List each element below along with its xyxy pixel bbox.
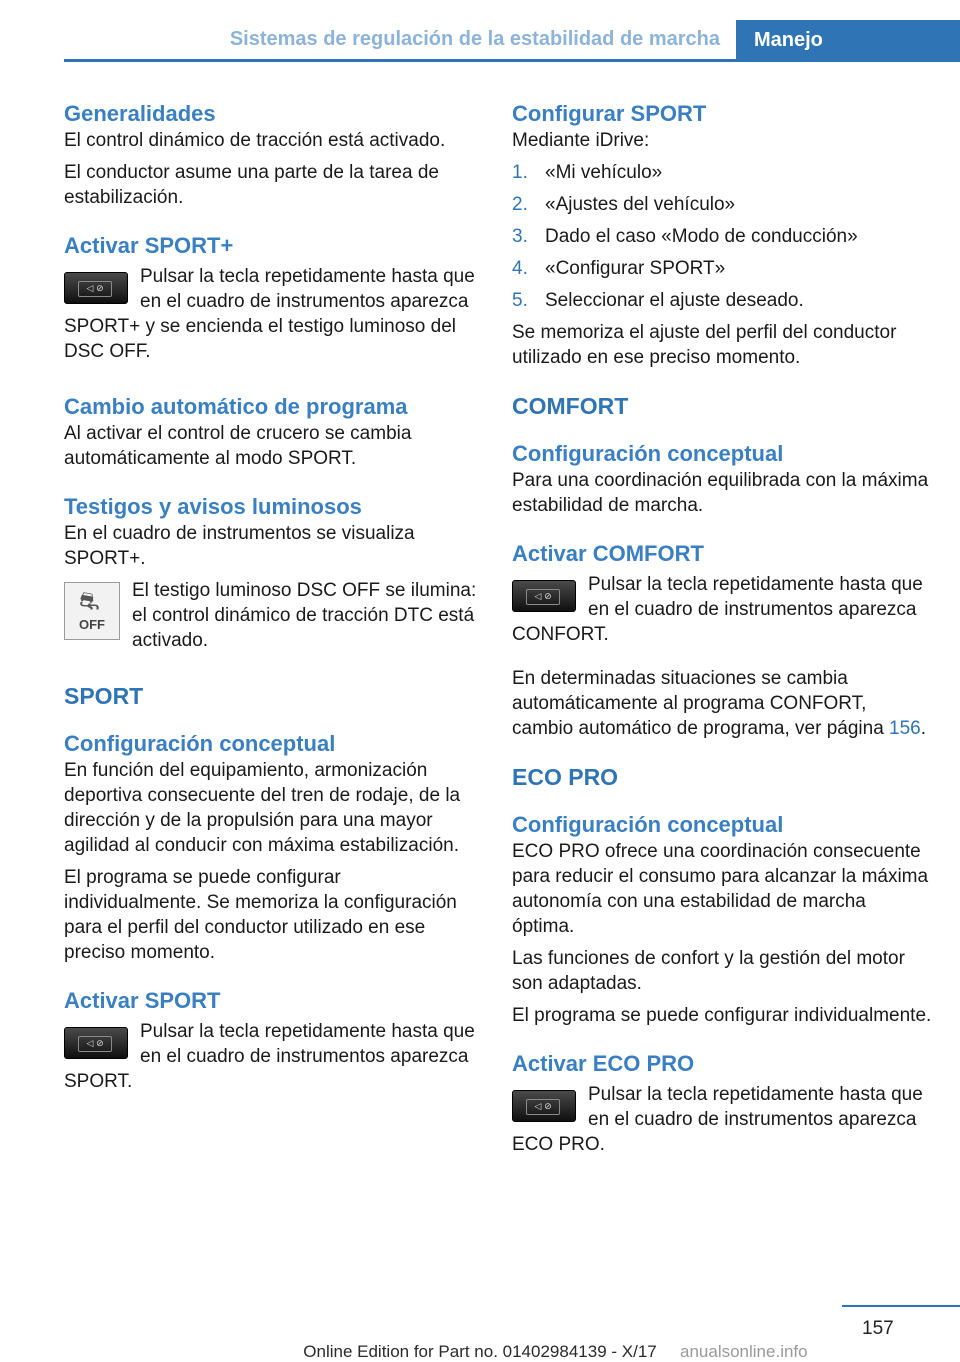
idrive-steps-list xyxy=(512,160,932,313)
list-item xyxy=(512,192,932,217)
heading-configurar-sport: Configurar SPORT xyxy=(512,101,707,126)
paragraph: Al activar el control de crucero se cambia automáticamente al modo SPORT. xyxy=(64,423,412,469)
paragraph: El control dinámico de tracción está activado. xyxy=(64,130,446,151)
header-chapter-tab: Manejo xyxy=(736,20,960,62)
heading-testigos: Testigos y avisos luminosos xyxy=(64,494,362,519)
heading-cambio-automatico: Cambio automático de programa xyxy=(64,394,408,419)
step-text: «Ajustes del vehículo» xyxy=(545,194,736,215)
list-item xyxy=(512,224,932,249)
note-end: . xyxy=(920,718,927,739)
step-text: «Configurar SPORT» xyxy=(545,258,726,279)
driving-mode-switch-icon xyxy=(64,272,128,304)
paragraph: Mediante iDrive: xyxy=(512,130,650,151)
step-text: «Mi vehículo» xyxy=(545,162,663,183)
list-item xyxy=(512,160,932,185)
edition-line: Online Edition for Part no. 01402984139 - X/17 xyxy=(303,1342,657,1361)
left-column xyxy=(64,100,480,1101)
paragraph: El programa se puede configurar individualmente. xyxy=(512,1005,932,1026)
paragraph: El programa se puede configurar individualmente. Se memoriza la configuración para el perfil del conductor utilizado en ese preciso momento. xyxy=(64,867,457,963)
paragraph: ECO PRO ofrece una coordinación consecuente para reducir el consumo para alcanzar la máxima autonomía con una estabilidad de marcha óptima. xyxy=(512,841,929,937)
heading-sport: SPORT xyxy=(64,683,144,709)
header-section-title: Sistemas de regulación de la estabilidad de marcha xyxy=(229,28,720,50)
figure-row xyxy=(64,578,480,660)
paragraph: Pulsar la tecla repetidamente hasta que en el cuadro de instrumentos aparezca CONFORT. xyxy=(512,574,923,645)
switch-glyph: ◁ ⊘ xyxy=(526,589,560,605)
paragraph: Para una coordinación equilibrada con la máxima estabilidad de marcha. xyxy=(512,470,929,516)
heading-eco-pro: ECO PRO xyxy=(512,764,619,790)
list-item xyxy=(512,256,932,281)
right-column xyxy=(512,100,932,1164)
heading-generalidades: Generalidades xyxy=(64,101,216,126)
heading-configuracion-conceptual: Configuración conceptual xyxy=(512,441,784,466)
dsc-off-warning-icon xyxy=(64,582,120,640)
step-number: 2. xyxy=(512,194,528,215)
note-text: En determinadas situaciones se cambia automáticamente al programa CONFORT, cambio automático de programa, ver página xyxy=(512,668,884,739)
list-item xyxy=(512,288,932,313)
paragraph: El testigo luminoso DSC OFF se ilumina: el control dinámico de tracción DTC está activado. xyxy=(132,580,477,651)
heading-configuracion-conceptual: Configuración conceptual xyxy=(64,731,336,756)
footer-rule xyxy=(842,1305,960,1307)
page-header xyxy=(64,20,960,62)
driving-mode-switch-icon xyxy=(512,580,576,612)
watermark: anualsonline.info xyxy=(680,1342,808,1361)
skidding-car-icon: ⛐ xyxy=(79,587,100,615)
step-number: 4. xyxy=(512,258,528,279)
paragraph: Pulsar la tecla repetidamente hasta que en el cuadro de instrumentos aparezca SPORT+ y se encienda el testigo luminoso del DSC OFF. xyxy=(64,266,475,362)
heading-activar-sport-plus: Activar SPORT+ xyxy=(64,233,234,258)
paragraph xyxy=(512,666,932,741)
paragraph: En el cuadro de instrumentos se visualiza SPORT+. xyxy=(64,523,415,569)
heading-activar-sport: Activar SPORT xyxy=(64,988,221,1013)
switch-glyph: ◁ ⊘ xyxy=(78,1036,112,1052)
driving-mode-switch-icon xyxy=(64,1027,128,1059)
header-rule xyxy=(64,59,960,62)
heading-configuracion-conceptual: Configuración conceptual xyxy=(512,812,784,837)
switch-glyph: ◁ ⊘ xyxy=(78,281,112,297)
paragraph: Se memoriza el ajuste del perfil del conductor utilizado en ese preciso momento. xyxy=(512,322,897,368)
figure-row xyxy=(512,1082,932,1164)
step-number: 5. xyxy=(512,290,528,311)
paragraph: En función del equipamiento, armonización deportiva consecuente del tren de rodaje, de la dirección y de la propulsión para una mayor agilidad al conducir con máxima estabilización. xyxy=(64,760,461,856)
heading-activar-comfort: Activar COMFORT xyxy=(512,541,704,566)
dsc-off-label: OFF xyxy=(79,617,105,632)
heading-activar-eco-pro: Activar ECO PRO xyxy=(512,1051,695,1076)
driving-mode-switch-icon xyxy=(512,1090,576,1122)
paragraph: Pulsar la tecla repetidamente hasta que en el cuadro de instrumentos aparezca ECO PRO. xyxy=(512,1084,923,1155)
paragraph: El conductor asume una parte de la tarea de estabilización. xyxy=(64,162,439,208)
paragraph: Las funciones de confort y la gestión del motor son adaptadas. xyxy=(512,948,905,994)
paragraph: Pulsar la tecla repetidamente hasta que en el cuadro de instrumentos aparezca SPORT. xyxy=(64,1021,475,1092)
page-number: 157 xyxy=(862,1318,894,1339)
step-text: Seleccionar el ajuste deseado. xyxy=(545,290,804,311)
switch-glyph: ◁ ⊘ xyxy=(526,1099,560,1115)
figure-row xyxy=(64,264,480,371)
figure-row xyxy=(64,1019,480,1101)
step-text: Dado el caso «Modo de conducción» xyxy=(545,226,858,247)
step-number: 3. xyxy=(512,226,528,247)
step-number: 1. xyxy=(512,162,528,183)
page-link[interactable]: 156 xyxy=(889,718,921,739)
figure-row xyxy=(512,572,932,654)
heading-comfort: COMFORT xyxy=(512,393,629,419)
